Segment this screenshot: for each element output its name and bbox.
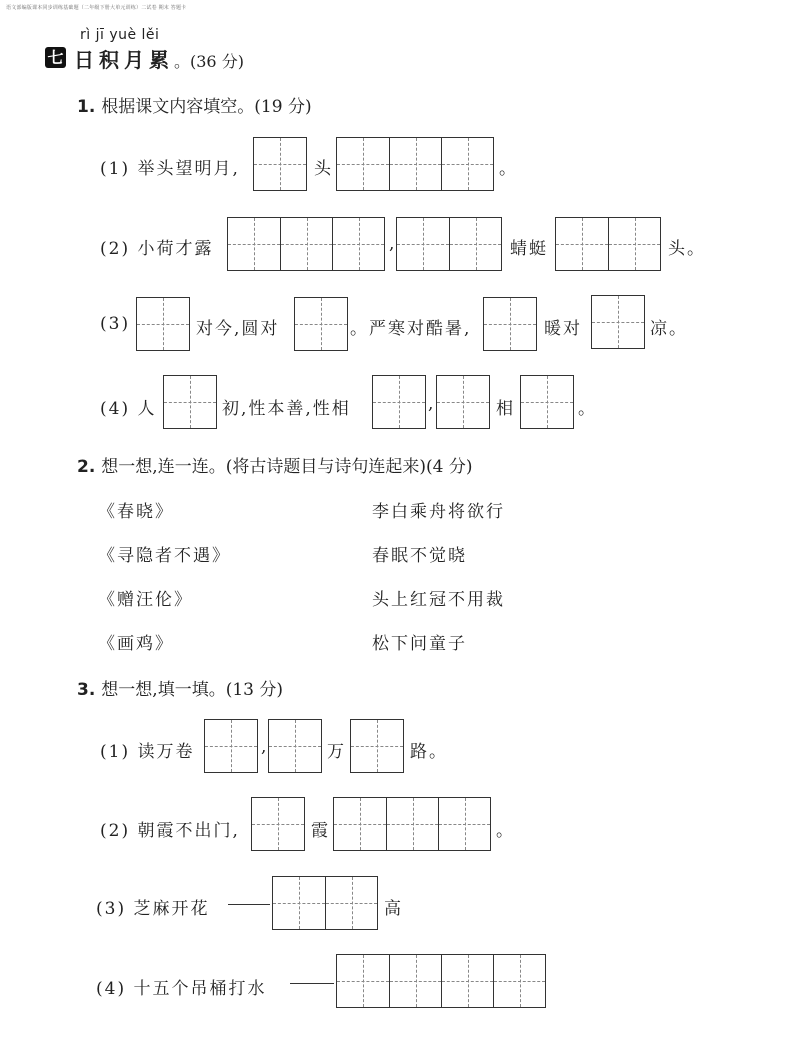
answer-cell-1[interactable] [484,298,536,350]
q3-item2-text-a: (2) 朝霞不出门, [100,821,240,841]
answer-cell-2[interactable] [449,218,501,270]
q3-item4-dash [290,983,334,984]
answer-cell-1[interactable] [337,955,389,1007]
q1-item3-answer-grid-d[interactable] [591,295,645,349]
answer-cell-1[interactable] [228,218,280,270]
answer-cell-1[interactable] [351,720,403,772]
question-1-prompt: 根据课文内容填空。(19 分) [101,97,312,117]
q3-item1-text-c: 万 [327,742,346,762]
q1-item4-answer-grid-d[interactable] [520,375,574,429]
q3-item1-answer-grid-a[interactable] [204,719,258,773]
answer-cell-1[interactable] [137,298,189,350]
answer-cell-2[interactable] [608,218,660,270]
answer-cell-1[interactable] [254,138,306,190]
section-pinyin: rì jī yuè lěi [80,27,160,43]
question-1 [77,92,312,117]
question-1-number: 1. [77,97,96,117]
q3-item4-answer-grid[interactable] [336,954,546,1008]
q1-item3-answer-grid-c[interactable] [483,297,537,351]
answer-cell-2[interactable] [280,218,332,270]
answer-cell-1[interactable] [397,218,449,270]
q1-item4-text-d: 相 [496,399,515,419]
q1-item3-answer-grid-a[interactable] [136,297,190,351]
q1-item1-text-b: 头 [314,159,333,179]
poem-line-3[interactable]: 头上红冠不用裁 [372,590,505,610]
answer-cell-2[interactable] [325,877,377,929]
answer-cell-1[interactable] [437,376,489,428]
answer-cell-4[interactable] [493,955,545,1007]
answer-cell-1[interactable] [556,218,608,270]
q1-item3-text-c: 。严寒对酷暑, [350,319,472,339]
poem-title-1[interactable]: 《春晓》 [98,502,174,522]
q1-item2-text-a: (2) 小荷才露 [100,239,214,259]
answer-cell-2[interactable] [389,138,441,190]
section-score: 。(36 分) [174,52,244,71]
q1-item1-answer-grid-a[interactable] [253,137,307,191]
q3-item3-end: 高 [384,899,403,919]
q1-item3-end: 凉。 [650,319,688,339]
section-number-badge: 七 [45,47,66,68]
q3-item2-answer-grid-b[interactable] [333,797,491,851]
answer-cell-2[interactable] [389,955,441,1007]
q1-item2-answer-grid-a[interactable] [227,217,385,271]
section-title [74,44,244,73]
q3-item2-text-b: 霞 [311,821,330,841]
q3-item3-dash [228,904,270,905]
answer-cell-1[interactable] [269,720,321,772]
q3-item2-answer-grid-a[interactable] [251,797,305,851]
q1-item4-text-b: 初,性本善,性相 [222,399,351,419]
q3-item4-text-a: (4) 十五个吊桶打水 [96,979,267,999]
q3-item2-end: 。 [496,821,515,841]
q3-item1-end: 路。 [410,742,448,762]
question-3-prompt: 想一想,填一填。(13 分) [101,680,284,700]
answer-cell-1[interactable] [273,877,325,929]
answer-cell-1[interactable] [373,376,425,428]
question-2 [77,452,472,477]
q1-item4-answer-grid-b[interactable] [372,375,426,429]
answer-cell-1[interactable] [295,298,347,350]
question-3-number: 3. [77,680,96,700]
q1-item3-answer-grid-b[interactable] [294,297,348,351]
poem-title-4[interactable]: 《画鸡》 [98,634,174,654]
q1-item1-text-a: (1) 举头望明月, [100,159,240,179]
answer-cell-2[interactable] [386,798,438,850]
answer-cell-1[interactable] [252,798,304,850]
q1-item4-answer-grid-a[interactable] [163,375,217,429]
q1-item3-text-b: 对今,圆对 [196,319,280,339]
question-3 [77,675,283,700]
q1-item4-text-a: (4) 人 [100,399,157,419]
poem-title-3[interactable]: 《赠汪伦》 [98,590,193,610]
q1-item2-end: 头。 [668,239,706,259]
poem-line-1[interactable]: 李白乘舟将欲行 [372,502,505,522]
q1-item2-answer-grid-b[interactable] [396,217,502,271]
q3-item3-text-a: (3) 芝麻开花 [96,899,210,919]
q3-item1-answer-grid-b[interactable] [268,719,322,773]
answer-cell-1[interactable] [592,296,644,348]
answer-cell-1[interactable] [164,376,216,428]
q1-item2-answer-grid-c[interactable] [555,217,661,271]
q3-item3-answer-grid[interactable] [272,876,378,930]
q1-item4-answer-grid-c[interactable] [436,375,490,429]
q1-item2-text-c: 蜻蜓 [510,239,548,259]
section-title-text: 日积月累 [74,48,174,72]
answer-cell-3[interactable] [438,798,490,850]
answer-cell-1[interactable] [334,798,386,850]
poem-title-2[interactable]: 《寻隐者不遇》 [98,546,231,566]
answer-cell-3[interactable] [441,955,493,1007]
q1-item4-comma: , [428,394,436,414]
q3-item1-answer-grid-c[interactable] [350,719,404,773]
question-2-number: 2. [77,457,96,477]
answer-cell-1[interactable] [337,138,389,190]
q1-item1-answer-grid-b[interactable] [336,137,494,191]
poem-line-4[interactable]: 松下问童子 [372,634,467,654]
answer-cell-1[interactable] [205,720,257,772]
q1-item2-comma: , [389,234,397,254]
poem-line-2[interactable]: 春眠不觉晓 [372,546,467,566]
question-2-prompt: 想一想,连一连。(将古诗题目与诗句连起来)(4 分) [101,457,473,477]
q3-item1-comma: , [261,737,269,757]
q1-item3-text-d: 暖对 [544,319,582,339]
answer-cell-1[interactable] [521,376,573,428]
answer-cell-3[interactable] [332,218,384,270]
q1-item1-end: 。 [499,159,518,179]
q1-item3-text-a: (3) [100,314,131,334]
q3-item1-text-a: (1) 读万卷 [100,742,195,762]
page-header: 语文部编版课本同步训练基础题（二年级下册大单元训练）二试卷 期末 答题卡 [6,5,187,11]
q1-item4-end: 。 [578,399,597,419]
answer-cell-3[interactable] [441,138,493,190]
